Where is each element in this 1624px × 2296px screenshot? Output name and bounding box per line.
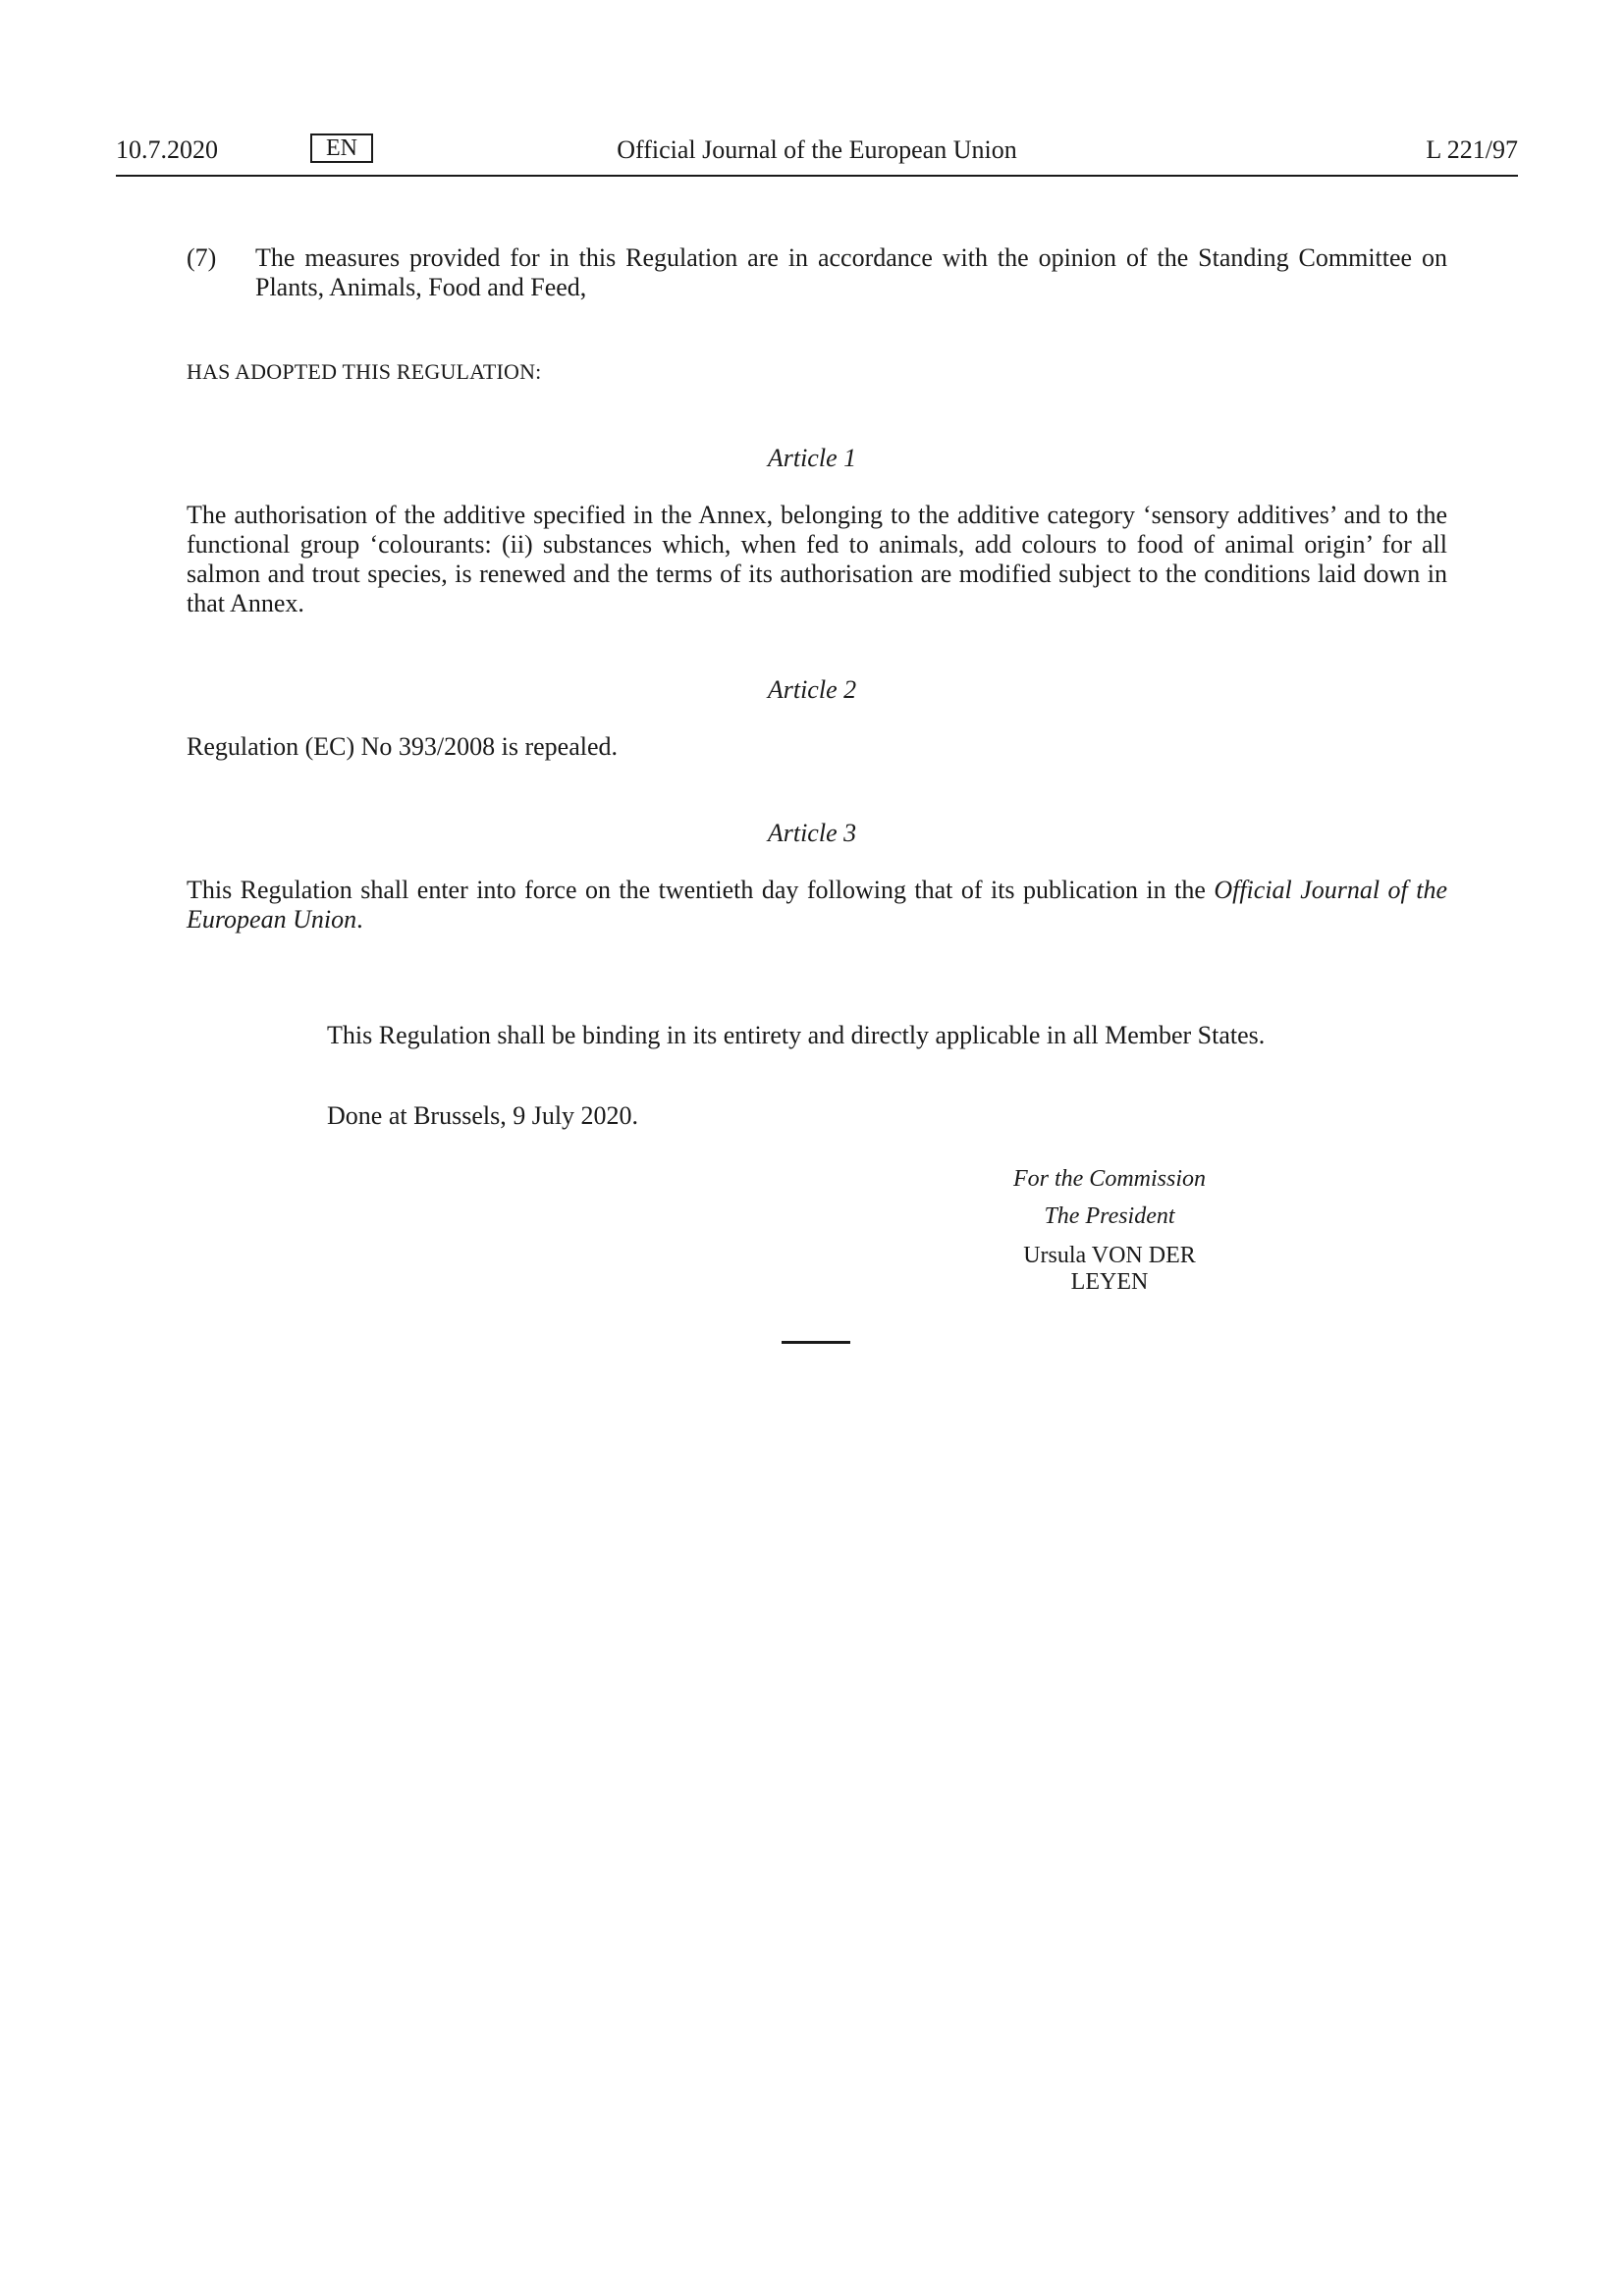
article-1-text: The authorisation of the additive specified in the Annex, belonging to the additive category ‘sensory additives’ and to the functional group ‘colourants: (ii) substances which, when fed to animals, add colours to food of animal origin’ for all salmon and trout species, is renewed and the terms of its authorisation are modified subject to the conditions laid down in that Annex.: [187, 501, 1447, 617]
journal-title: Official Journal of the European Union: [617, 135, 1017, 164]
article-3-title: Article 3: [767, 819, 857, 847]
journal-reference: Official Journal of the European Union: [187, 876, 1448, 934]
recital-text: The measures provided for in this Regulation are in accordance with the opinion of the Standing Committee on Plants, Animals, Food and Feed,: [255, 243, 1447, 301]
page-reference: L 221/97: [1426, 135, 1518, 164]
signatory-name: Ursula VON DER LEYEN: [1023, 1243, 1196, 1295]
recital-number: (7): [187, 243, 217, 272]
page-header: [116, 132, 1518, 173]
header-divider: [116, 175, 1518, 177]
article-2-title: Article 2: [767, 675, 857, 704]
article-1-title: Article 1: [767, 444, 857, 472]
recital-7: [187, 243, 1447, 302]
done-at: Done at Brussels, 9 July 2020.: [327, 1101, 639, 1130]
article-3-text-end: .: [356, 905, 363, 934]
article-3-text: [187, 876, 1447, 934]
signature-role: The President: [1044, 1203, 1175, 1229]
signature-institution: For the Commission: [1012, 1166, 1206, 1192]
publication-date: 10.7.2020: [116, 135, 218, 164]
binding-statement: This Regulation shall be binding in its entirety and directly applicable in all Member States.: [327, 1021, 1266, 1049]
article-3-text-start: This Regulation shall enter into force on the twentieth day following that of its publication in the: [187, 876, 1215, 904]
language-badge: EN: [310, 133, 373, 163]
article-2-text: Regulation (EC) No 393/2008 is repealed.: [187, 732, 619, 761]
end-divider: [782, 1341, 850, 1344]
adoption-statement: HAS ADOPTED THIS REGULATION:: [187, 359, 542, 384]
